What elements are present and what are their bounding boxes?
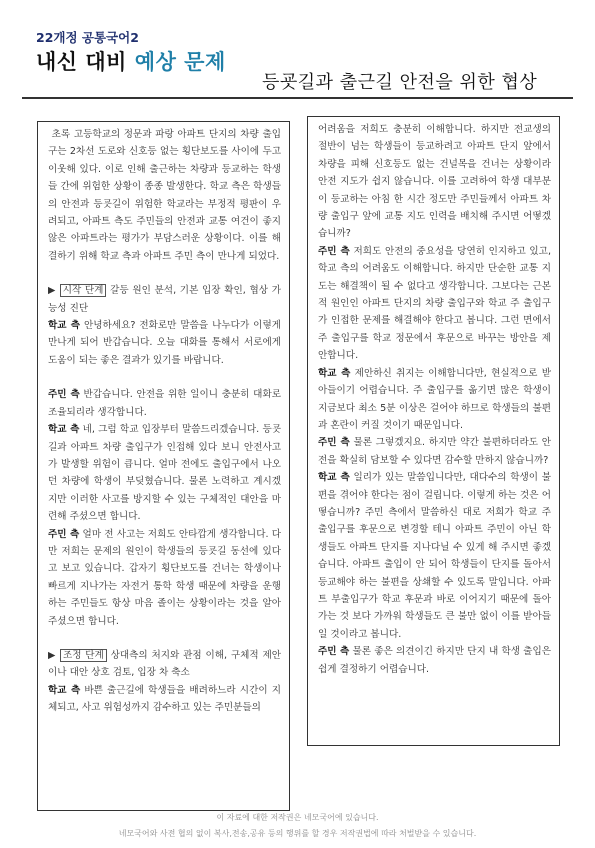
dialogue-line <box>318 469 551 643</box>
dialogue-line <box>48 682 281 717</box>
stage-start-heading <box>48 282 281 317</box>
arrow-icon: ▶ <box>48 285 60 297</box>
stage-label-start: 시작 단계 <box>60 284 107 297</box>
title-plain: 내신 대비 <box>36 50 135 74</box>
dialogue-text: 물론 좋은 의견이긴 하지만 단지 내 학생 출입은 쉽게 결정하기 어렵습니다. <box>318 646 551 675</box>
dialogue-line <box>318 434 551 469</box>
dialogue-text: 물론 그렇겠지요. 하지만 약간 불편하더라도 안전을 확실히 담보할 수 있다면 감수할 만하지 않습니까? <box>318 437 551 466</box>
dialogue-line <box>48 526 281 630</box>
dialogue-text: 일리가 있는 말씀입니다만, 대다수의 학생이 불편을 겪어야 한다는 점이 걸립니다. 이렇게 하는 것은 어떻습니까? 주민 측에서 말씀하신 대로 저희가 학교 주 출입구를 후문으로 변경할 테니 아파트 주민이 아닌 학생들도 아파트 단지를 지나다닐 수 있게 해 주시면 좋겠습니다. 아파트 출입이 안 되어 학생들이 단지를 돌아서 등교해야 하는 불편을 상쇄할 수 있도록 말입니다. 아파트 부출입구가 학교 후문과 바로 이어지기 때문에 돌아가는 것 보다 가까워 학생들도 큰 불만 없이 이를 받아들일 것이라고 봅니다. <box>318 472 551 640</box>
passage-left-column <box>37 121 290 811</box>
dialogue-line <box>48 421 281 525</box>
speaker-label: 학교 측 <box>48 320 81 332</box>
series-label: 22개정 공통국어2 <box>36 30 139 45</box>
dialogue-text: 바쁜 출근길에 학생들을 배려하느라 시간이 지체되고, 사고 위험성까지 감수하고 있는 주민분들의 <box>48 684 281 714</box>
intro-text: 초록 고등학교의 정문과 파랑 아파트 단지의 차량 출입구는 2차선 도로와 신호등 없는 횡단보도를 사이에 두고 이웃해 있다. 이로 인해 출근하는 차량과 등교하는 학생들 간에 위험한 상황이 종종 발생한다. 학교 측은 학생들의 안전과 등굣길이 위험한 학교라는 부정적 평판이 우려되고, 아파트 측도 주민들의 안전과 교통 여건이 좋지 않은 아파트라는 평가가 부담스러운 상황이다. 이를 해결하기 위해 학교 측과 아파트 주민 측이 만나게 되었다. <box>48 129 281 262</box>
copyright-notice: 이 자료에 대한 저작권은 네모국어에 있습니다. <box>216 813 379 822</box>
dialogue-text: 안녕하세요? 전화로만 말씀을 나누다가 이렇게 만나게 되어 반갑습니다. 오늘 대화를 통해서 서로에게 도움이 되는 좋은 결과가 있기를 바랍니다. <box>48 320 281 366</box>
dialogue-text: 제안하신 취지는 이해합니다만, 현실적으로 받아들이기 어렵습니다. 주 출입구를 옮기면 많은 학생이 지금보다 최소 5분 이상은 걸어야 하므로 학생들의 불편과 혼란이 커질 것이기 때문입니다. <box>318 367 551 431</box>
speaker-label: 학교 측 <box>48 424 80 436</box>
passage-right-column <box>307 116 560 746</box>
dialogue-line <box>48 386 281 421</box>
dialogue-text: 네, 그럼 학교 입장부터 말씀드리겠습니다. 등굣길과 아파트 차량 출입구가 인접해 있다 보니 안전사고가 발생할 위험이 큽니다. 얼마 전에도 출입구에서 나오던 차량에 학생이 부딪혔습니다. 물론 노력하고 계시겠지만 이러한 사고를 방지할 수 있는 구체적인 대안을 마련해 주셨으면 합니다. <box>48 424 281 523</box>
dialogue-text: 반갑습니다. 안전을 위한 일이니 충분히 대화로 조율되리라 생각합니다. <box>48 389 281 418</box>
dialogue-text: 저희도 안전의 중요성을 당연히 인지하고 있고, 학교 측의 어려움도 이해합니다. 하지만 단순한 교통 지도는 해결책이 될 수 없다고 생각합니다. 그보다는 근본적 원인인 아파트 단지의 차량 출입구와 학교 주 출입구가 인접한 문제를 해결해야 한다고 봅니다. 그런 면에서 주 출입구를 학교 정문에서 후문으로 바꾸는 방안을 제안합니다. <box>318 245 551 362</box>
title-highlight: 예상 문제 <box>134 50 226 74</box>
dialogue-continuation: 어려움을 저희도 충분히 이해합니다. 하지만 전교생의 절반이 넘는 학생들이 등교하려고 아파트 단지 앞에서 차량을 피해 신호등도 없는 건널목을 건너는 상황이라 안전 지도가 쉽지 않습니다. 이를 고려하여 학생 대부분이 등교하는 아침 한 시간 정도만 주민들께서 아파트 차량 출입구 앞에 교통 지도 인력을 배치해 주시면 어떻겠습니까? <box>318 124 551 240</box>
speaker-label: 주민 측 <box>318 437 350 449</box>
speaker-label: 주민 측 <box>48 389 80 401</box>
speaker-label: 학교 측 <box>318 367 351 379</box>
dialogue-line <box>318 243 551 365</box>
stage-description: 갈등 원인 분석, 기본 입장 확인, 협상 가능성 진단 <box>48 285 281 314</box>
spacer <box>48 630 281 647</box>
copyright-warning: 네모국어와 사전 협의 없이 복사,전송,공유 등의 행위를 할 경우 저작권법에 따라 처벌받을 수 있습니다. <box>118 829 477 838</box>
speaker-label: 주민 측 <box>318 646 350 658</box>
dialogue-line <box>318 365 551 435</box>
spacer <box>48 369 281 386</box>
dialogue-line <box>318 643 551 678</box>
stage-description: 상대측의 처지와 관점 이해, 구체적 제안이나 대안 상호 검토, 입장 차 축소 <box>48 649 281 679</box>
speaker-label: 학교 측 <box>48 684 81 696</box>
stage-label-adjust: 조정 단계 <box>60 649 107 662</box>
page-title <box>36 46 226 76</box>
header-divider <box>22 97 573 99</box>
intro-paragraph <box>48 126 281 265</box>
passage-topic: 등굣길과 출근길 안전을 위한 협상 <box>262 72 538 93</box>
arrow-icon: ▶ <box>48 649 60 661</box>
spacer <box>48 265 281 282</box>
dialogue-line <box>48 317 281 369</box>
speaker-label: 주민 측 <box>318 245 350 257</box>
stage-adjust-heading <box>48 647 281 682</box>
speaker-label: 주민 측 <box>48 528 80 540</box>
speaker-label: 학교 측 <box>318 472 350 484</box>
dialogue-text: 얼마 전 사고는 저희도 안타깝게 생각합니다. 다만 저희는 문제의 원인이 학생들의 등굣길 동선에 있다고 보고 있습니다. 갑자기 횡단보도를 건너는 학생이나 빠르게 지나가는 자전거 통학 학생 때문에 차량을 운행하는 주민들도 항상 마음 졸이는 상황이라는 것을 알아주셨으면 합니다. <box>48 528 281 627</box>
